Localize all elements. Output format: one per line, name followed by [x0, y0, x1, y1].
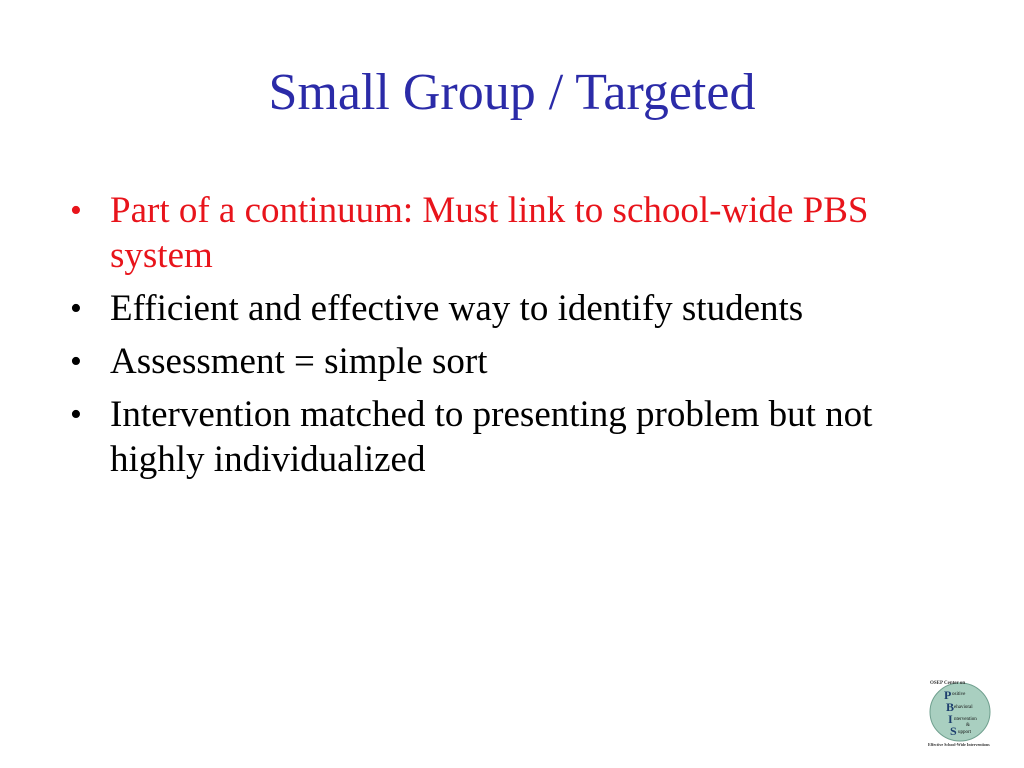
bullet-list	[70, 188, 950, 490]
bullet-item-intervention	[70, 392, 950, 482]
bullet-text: Assessment = simple sort	[110, 341, 488, 382]
bullet-dot-icon: •	[70, 290, 82, 327]
logo-word-i: ntervention	[954, 717, 977, 722]
logo-word-s: upport	[958, 730, 972, 735]
logo-word-b: ehavioral	[954, 705, 973, 710]
bullet-text: Intervention matched to presenting problem but not highly individualized	[110, 394, 873, 480]
bullet-text: Part of a continuum: Must link to school-wide PBS system	[110, 190, 869, 276]
logo-footer: Effective School-Wide Interventions	[928, 742, 990, 747]
pbis-logo	[926, 678, 1008, 748]
bullet-dot-icon: •	[70, 396, 82, 433]
bullet-item-assessment	[70, 339, 950, 384]
logo-word-p: ositive	[952, 692, 966, 697]
bullet-dot-icon: •	[70, 192, 82, 229]
bullet-item-identify	[70, 286, 950, 331]
bullet-dot-icon: •	[70, 343, 82, 380]
slide-title: Small Group / Targeted	[268, 64, 756, 121]
logo-letter-p: P	[944, 688, 952, 702]
bullet-text: Efficient and effective way to identify students	[110, 288, 804, 329]
logo-word-amp: &	[966, 723, 970, 728]
bullet-item-continuum	[70, 188, 950, 278]
logo-letter-b: B	[946, 700, 955, 714]
logo-letter-s: S	[950, 724, 957, 738]
logo-letter-i: I	[948, 712, 953, 726]
logo-header: OSEP Center on	[930, 681, 966, 686]
